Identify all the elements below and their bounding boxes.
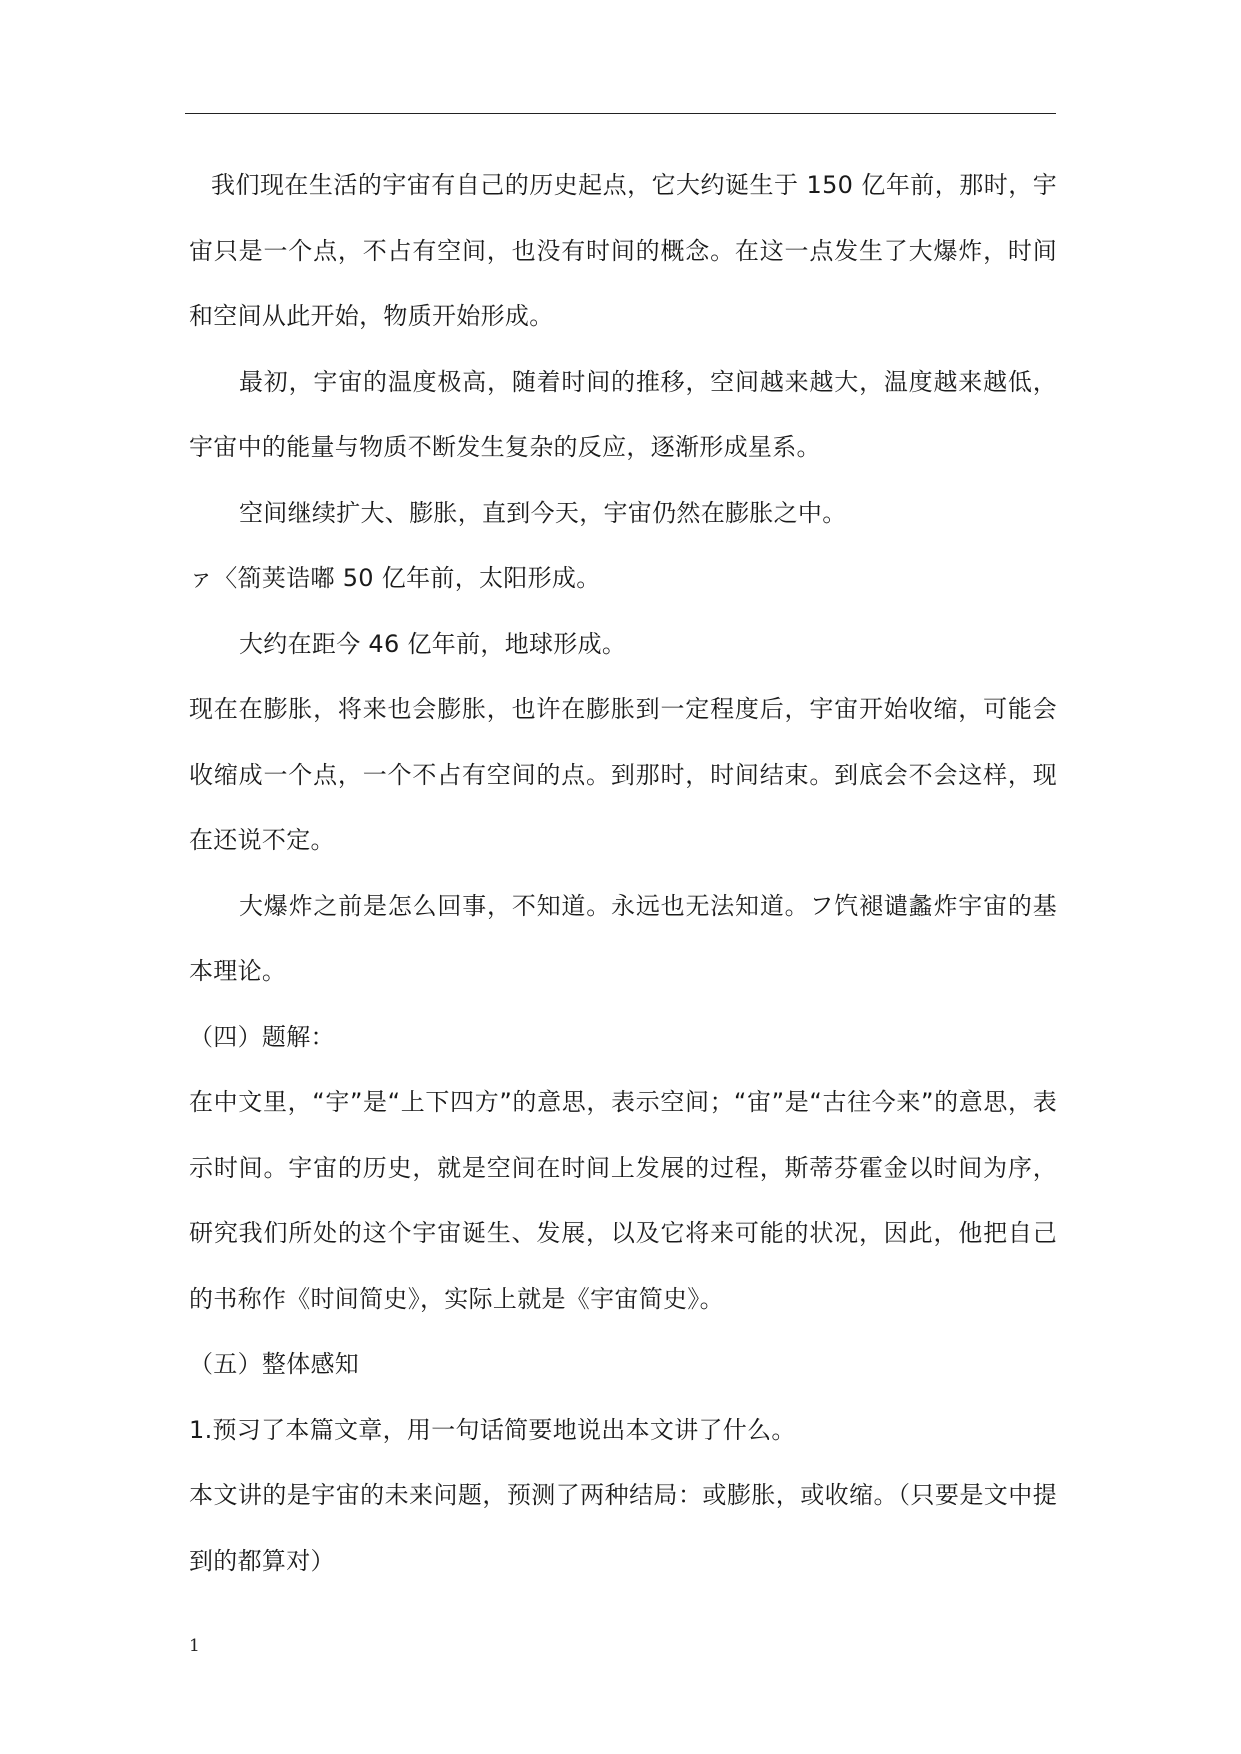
header-rule	[185, 113, 1056, 114]
paragraph-universe-origin: 我们现在生活的宇宙有自己的历史起点，它大约诞生于 150 亿年前，那时，宇宙只是一个点，不占有空间，也没有时间的概念。在这一点发生了大爆炸，时间和空间从此开始，物质开始形成。	[189, 171, 1057, 330]
paragraph-sun-formed: ァ〈箚荚诰嘟 50 亿年前，太阳形成。	[189, 564, 601, 592]
document-body	[189, 153, 1057, 1594]
section-heading-overall-perception: （五）整体感知	[189, 1350, 360, 1378]
section-heading-title-explanation: （四）题解：	[189, 1022, 335, 1051]
paragraph-future-contraction: 现在在膨胀，将来也会膨胀，也许在膨胀到一定程度后，宇宙开始收缩，可能会收缩成一个点，一个不占有空间的点。到那时，时间结束。到底会不会这样，现在还说不定。	[189, 695, 1057, 854]
answer-item: 本文讲的是宇宙的未来问题，预测了两种结局：或膨胀，或收缩。（只要是文中提到的都算对）	[189, 1481, 1057, 1575]
page-number: 1	[189, 1636, 200, 1656]
paragraph-earth-formed: 大约在距今 46 亿年前，地球形成。	[239, 629, 627, 658]
paragraph-title-explanation: 在中文里，“宇”是“上下四方”的意思，表示空间；“宙”是“古往今来”的意思，表示时间。宇宙的历史，就是空间在时间上发展的过程，斯蒂芬霍金以时间为序，研究我们所处的这个宇宙诞生、发展，以及它将来可能的状况，因此，他把自己的书称作《时间简史》，实际上就是《宇宙简史》。	[189, 1088, 1057, 1313]
paragraph-early-universe: 最初，宇宙的温度极高，随着时间的推移，空间越来越大，温度越来越低，宇宙中的能量与物质不断发生复杂的反应，逐渐形成星系。	[189, 367, 1057, 461]
question-item: 1.预习了本篇文章，用一句话简要地说出本文讲了什么。	[189, 1415, 796, 1444]
paragraph-before-big-bang: 大爆炸之前是怎么回事，不知道。永远也无法知道。フ饩褪谴蠡炸宇宙的基本理论。	[189, 891, 1057, 985]
paragraph-expansion: 空间继续扩大、膨胀，直到今天，宇宙仍然在膨胀之中。	[239, 498, 847, 527]
